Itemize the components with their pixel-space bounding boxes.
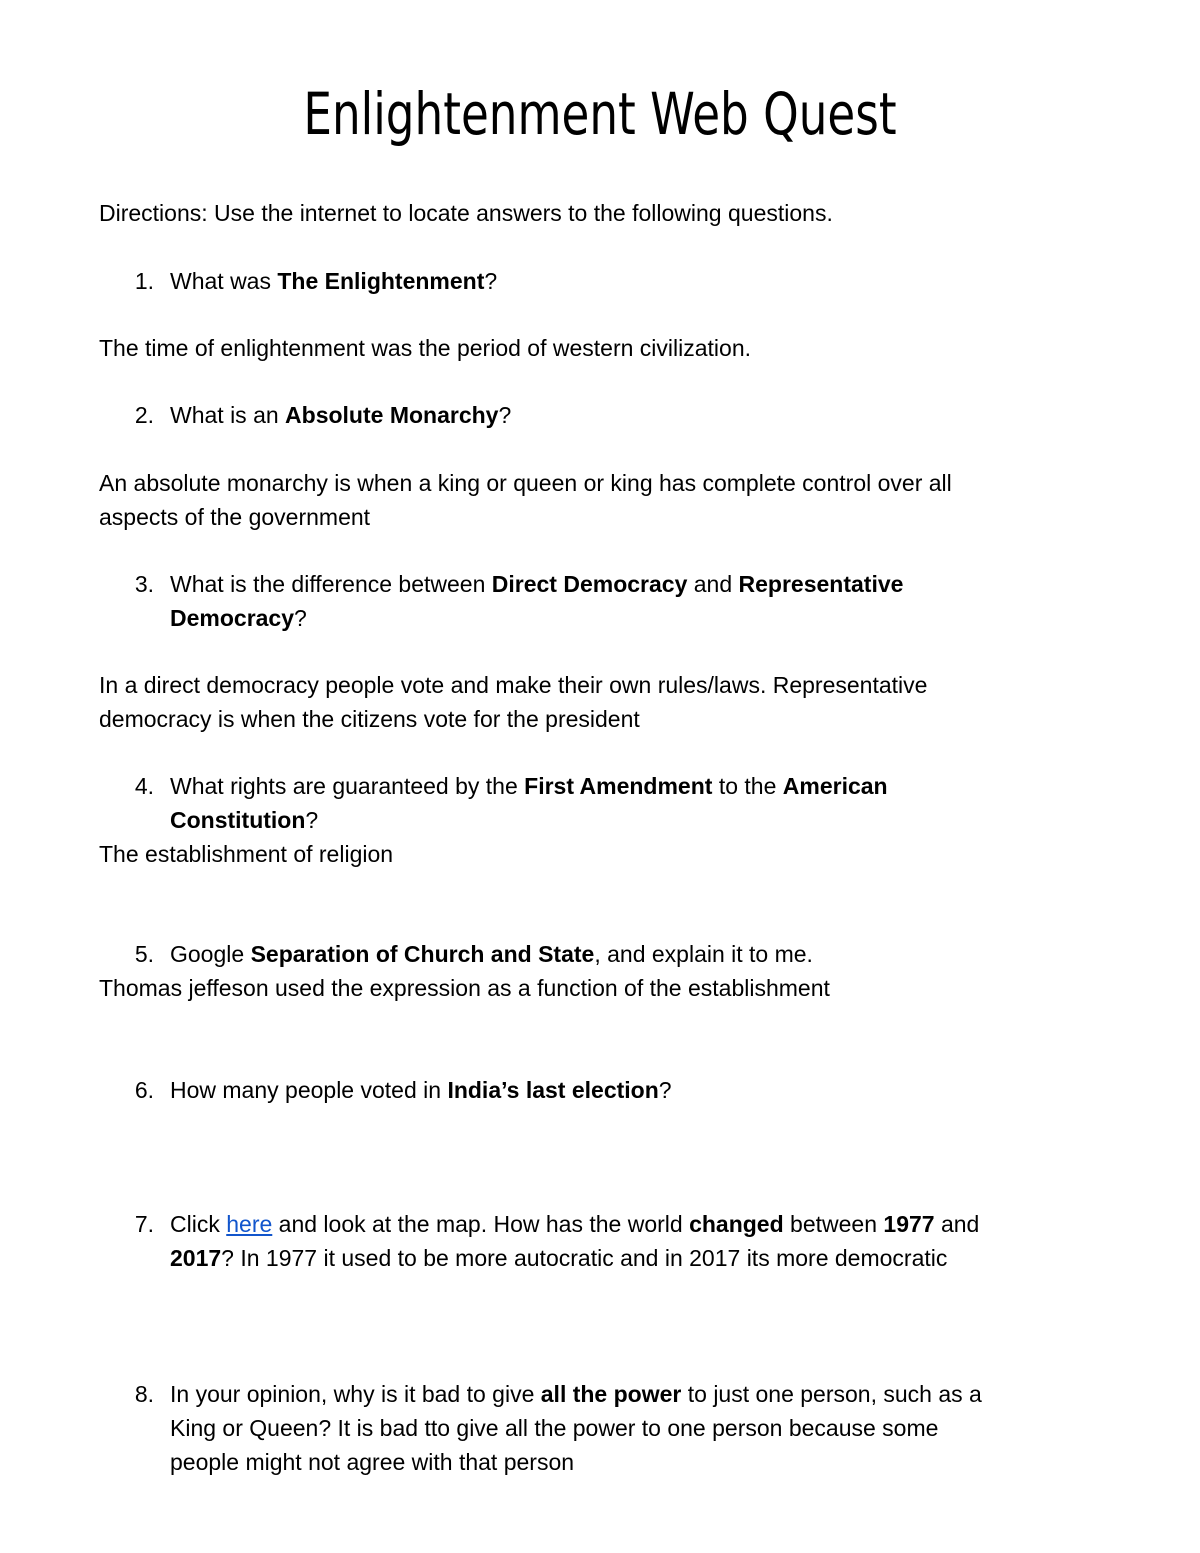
question-number: 7. <box>134 1211 154 1237</box>
question-1 <box>170 264 497 298</box>
question-number: 2. <box>134 402 154 428</box>
question-text: ? <box>305 807 319 833</box>
question-term: Direct Democracy <box>491 571 688 597</box>
question-term: First Amendment <box>524 773 713 799</box>
question-text: to the <box>712 773 783 799</box>
question-term: American <box>782 773 888 799</box>
question-text: What is the difference between <box>170 571 492 597</box>
question-text: Click <box>170 1211 227 1237</box>
question-term: Representative <box>738 571 904 597</box>
question-8-line-1 <box>170 1377 982 1411</box>
question-number: 6. <box>134 1077 154 1103</box>
question-6 <box>170 1073 672 1107</box>
answer-5: Thomas jeffeson used the expression as a function of the establishment <box>99 975 830 1001</box>
question-2 <box>170 398 511 432</box>
question-8-line-3: people might not agree with that person <box>170 1449 575 1475</box>
question-text: ? <box>484 268 498 294</box>
question-term: Democracy <box>170 605 295 631</box>
question-text: Google <box>170 941 251 967</box>
question-term: Separation of Church and State <box>250 941 595 967</box>
question-3-line-2 <box>170 601 307 635</box>
answer-7: ? In 1977 it used to be more autocratic and in 2017 its more democratic <box>221 1245 948 1271</box>
question-number: 1. <box>134 268 154 294</box>
answer-2-line-1: An absolute monarchy is when a king or queen or king has complete control over all <box>99 470 952 496</box>
answer-2-line-2: aspects of the government <box>99 504 371 530</box>
answer-1: The time of enlightenment was the period of western civilization. <box>99 335 751 361</box>
question-number: 8. <box>134 1381 154 1407</box>
question-8-line-2: King or Queen? It is bad tto give all the power to one person because some <box>170 1415 939 1441</box>
answer-4: The establishment of religion <box>99 841 394 867</box>
question-5 <box>170 937 813 971</box>
question-text: and <box>687 571 739 597</box>
question-7-line-1 <box>170 1207 979 1241</box>
question-term: all the power <box>540 1381 682 1407</box>
question-term: The Enlightenment <box>277 268 485 294</box>
question-text: between <box>783 1211 884 1237</box>
question-text: What rights are guaranteed by the <box>170 773 525 799</box>
question-number: 3. <box>134 571 154 597</box>
question-4-line-1 <box>170 769 888 803</box>
question-term: changed <box>689 1211 784 1237</box>
question-text: What is an <box>170 402 286 428</box>
question-number: 5. <box>134 941 154 967</box>
question-text: What was <box>170 268 278 294</box>
question-text: and <box>934 1211 980 1237</box>
answer-3-line-2: democracy is when the citizens vote for the president <box>99 706 640 732</box>
question-text: and look at the map. How has the world <box>272 1211 690 1237</box>
page-title: Enlightenment Web Quest <box>303 80 897 148</box>
question-text: , and explain it to me. <box>594 941 813 967</box>
question-text: ? <box>658 1077 672 1103</box>
question-term: 1977 <box>883 1211 935 1237</box>
question-text: ? <box>498 402 512 428</box>
here-link[interactable]: here <box>226 1211 273 1237</box>
question-term: India’s last election <box>447 1077 659 1103</box>
question-term: Absolute Monarchy <box>285 402 499 428</box>
question-term: 2017 <box>170 1245 222 1271</box>
question-text: ? <box>294 605 307 631</box>
question-term: Constitution <box>170 807 306 833</box>
question-7-line-2 <box>170 1241 947 1275</box>
answer-3-line-1: In a direct democracy people vote and make their own rules/laws. Representative <box>99 672 928 698</box>
question-4-line-2 <box>170 803 318 837</box>
question-text: In your opinion, why is it bad to give <box>170 1381 541 1407</box>
question-number: 4. <box>134 773 154 799</box>
directions-text: Directions: Use the internet to locate answers to the following questions. <box>99 200 833 226</box>
question-3-line-1 <box>170 567 903 601</box>
question-text: How many people voted in <box>170 1077 448 1103</box>
question-text: to just one person, such as a <box>681 1381 982 1407</box>
